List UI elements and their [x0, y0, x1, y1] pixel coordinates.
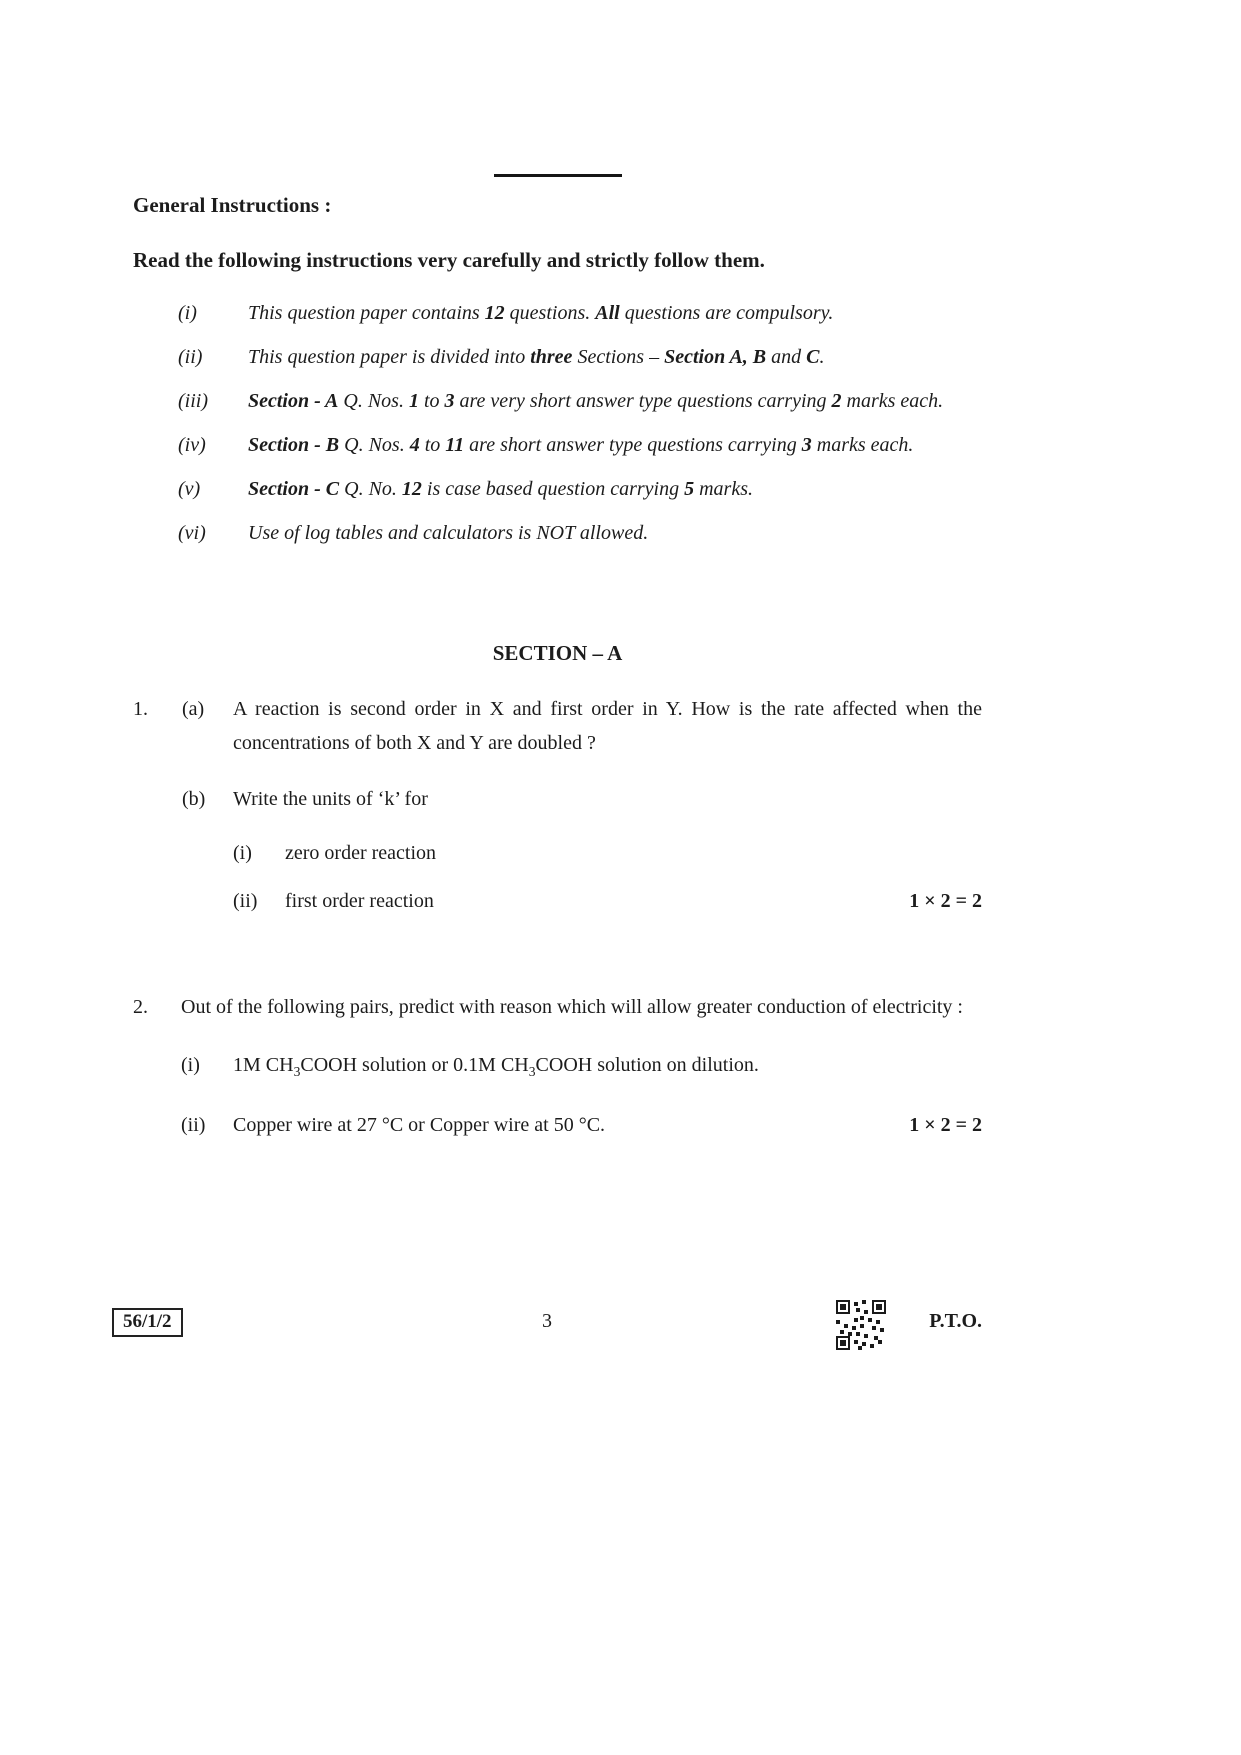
instruction-label: (iv)	[178, 434, 206, 456]
paper-code: 56/1/2	[112, 1308, 183, 1337]
general-instructions-title: General Instructions :	[133, 193, 332, 217]
marks-label: 1 × 2 = 2	[909, 1114, 982, 1136]
subpart-label: (i)	[233, 842, 252, 864]
question-2-sub-i	[181, 1048, 982, 1082]
question-1b-label: (b)	[182, 788, 206, 810]
instruction-label: (ii)	[178, 346, 203, 368]
question-1	[133, 692, 982, 918]
pto-label: P.T.O.	[929, 1310, 982, 1332]
instruction-text: Section - A Q. Nos. 1 to 3 are very short answer type questions carrying 2 marks each.	[248, 390, 944, 412]
instruction-item-vi	[133, 517, 982, 549]
question-1b-sub-ii	[233, 884, 982, 918]
instruction-label: (vi)	[178, 522, 206, 544]
subpart-label: (ii)	[233, 890, 258, 912]
instruction-label: (i)	[178, 302, 197, 324]
question-1a-text: A reaction is second order in X and first order in Y. How is the rate affected when the concentrations of both X and Y are doubled ?	[233, 698, 982, 754]
subpart-label: (ii)	[181, 1114, 206, 1136]
instruction-item-i	[133, 297, 982, 329]
subpart-label: (i)	[181, 1054, 200, 1076]
subpart-text: first order reaction	[285, 890, 434, 912]
page-number: 3	[542, 1310, 552, 1332]
question-2	[133, 990, 982, 1142]
question-1a-label: (a)	[182, 698, 205, 720]
separator-rule	[494, 174, 622, 177]
page-footer	[112, 1300, 982, 1362]
question-2-number: 2.	[133, 996, 148, 1018]
instruction-text: This question paper is divided into three Sections – Section A, B and C.	[248, 346, 825, 368]
instruction-text: This question paper contains 12 questions. All questions are compulsory.	[248, 302, 834, 324]
question-2-intro	[133, 990, 982, 1024]
spacer	[133, 782, 182, 816]
instruction-item-iv	[133, 429, 982, 461]
question-1b-sub-i	[233, 836, 982, 870]
question-1b-text: Write the units of ‘k’ for	[233, 788, 428, 810]
instruction-text: Section - B Q. Nos. 4 to 11 are short answer type questions carrying 3 marks each.	[248, 434, 914, 456]
question-2-sub-ii	[181, 1108, 982, 1142]
section-a-heading: SECTION – A	[492, 641, 623, 665]
instruction-label: (iii)	[178, 390, 208, 412]
subpart-text: 1M $CH_3COOH$ solution or 0.1M $CH_3COOH$ solution on dilution.	[233, 1054, 759, 1079]
question-1-number: 1.	[133, 698, 148, 720]
instruction-text: Section - C Q. No. 12 is case based question carrying 5 marks.	[248, 478, 753, 500]
instructions-subtitle: Read the following instructions very carefully and strictly follow them.	[133, 248, 765, 272]
marks-label: 1 × 2 = 2	[909, 890, 982, 912]
subpart-text: zero order reaction	[285, 842, 437, 864]
instructions-list	[133, 297, 982, 549]
question-1a	[133, 692, 982, 760]
question-1b	[133, 782, 982, 816]
instruction-item-v	[133, 473, 982, 505]
instruction-label: (v)	[178, 478, 201, 500]
qr-code-icon	[836, 1300, 886, 1350]
instruction-text: Use of log tables and calculators is NOT allowed.	[248, 522, 649, 544]
instruction-item-ii	[133, 341, 982, 373]
subpart-text: Copper wire at 27 °C or Copper wire at 50 °C.	[233, 1114, 606, 1136]
instruction-item-iii	[133, 385, 982, 417]
question-2-text: Out of the following pairs, predict with reason which will allow greater conduction of electricity :	[181, 996, 963, 1018]
